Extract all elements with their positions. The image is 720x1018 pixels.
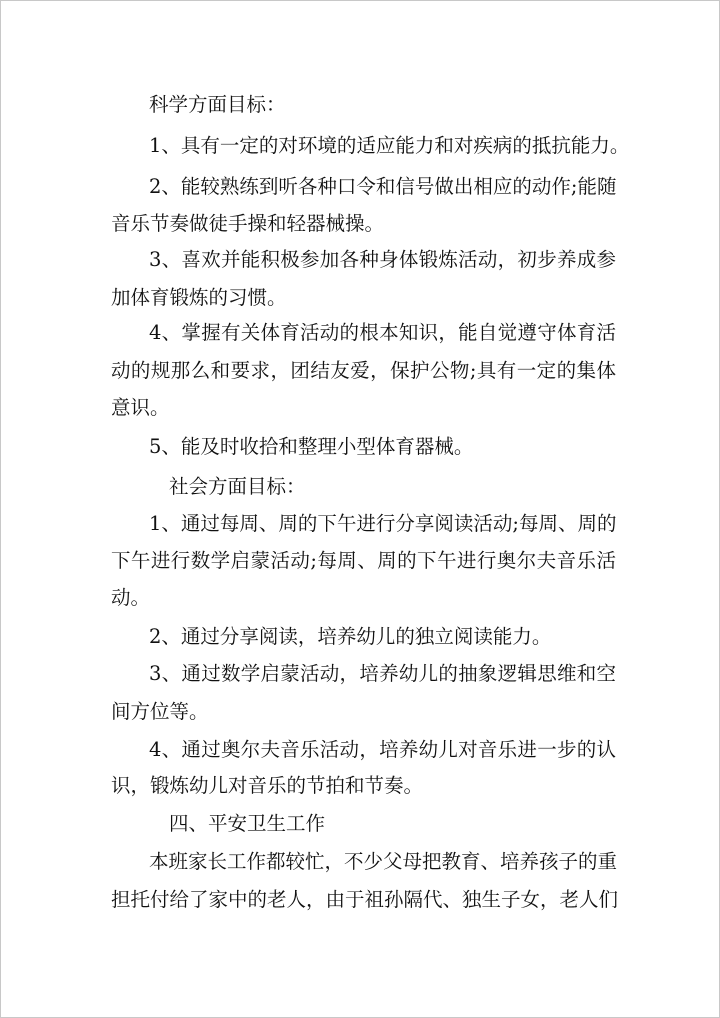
science-item-4-line-3: 意识。 xyxy=(111,396,170,419)
social-item-1-line-2: 下午进行数学启蒙活动;每周、周的下午进行奥尔夫音乐活 xyxy=(111,549,616,572)
science-item-2-line-1: 2、能较熟练到听各种口令和信号做出相应的动作;能随 xyxy=(149,175,617,198)
science-item-4-line-1: 4、掌握有关体育活动的根本知识，能自觉遵守体育活 xyxy=(149,321,616,344)
social-item-3-line-1: 3、通过数学启蒙活动，培养幼儿的抽象逻辑思维和空 xyxy=(149,662,616,685)
science-item-1: 1、具有一定的对环境的适应能力和对疾病的抵抗能力。 xyxy=(149,134,630,157)
science-item-3-line-2: 加体育锻炼的习惯。 xyxy=(111,286,287,309)
section-four-heading: 四、平安卫生工作 xyxy=(169,812,326,835)
social-item-3-line-2: 间方位等。 xyxy=(111,700,209,723)
social-item-4-line-2: 识，锻炼幼儿对音乐的节拍和节奏。 xyxy=(111,774,424,797)
science-item-4-line-2: 动的规那么和要求，团结友爱，保护公物;具有一定的集体 xyxy=(111,359,616,382)
social-item-2: 2、通过分享阅读，培养幼儿的独立阅读能力。 xyxy=(149,625,552,648)
science-item-3-line-1: 3、喜欢并能积极参加各种身体锻炼活动，初步养成参 xyxy=(149,248,616,271)
science-item-2-line-2: 音乐节奏做徒手操和轻器械操。 xyxy=(111,212,385,235)
science-heading: 科学方面目标： xyxy=(149,93,286,116)
social-item-1-line-3: 动。 xyxy=(111,586,151,609)
science-item-5: 5、能及时收拾和整理小型体育器械。 xyxy=(149,435,474,458)
section-four-body-line-1: 本班家长工作都较忙，不少父母把教育、培养孩子的重 xyxy=(149,850,618,873)
social-item-1-line-1: 1、通过每周、周的下午进行分享阅读活动;每周、周的 xyxy=(149,512,617,535)
section-four-body-line-2: 担托付给了家中的老人，由于祖孙隔代、独生子女，老人们 xyxy=(111,888,619,911)
social-item-4-line-1: 4、通过奥尔夫音乐活动，培养幼儿对音乐进一步的认 xyxy=(149,738,616,761)
social-heading: 社会方面目标： xyxy=(169,475,306,498)
